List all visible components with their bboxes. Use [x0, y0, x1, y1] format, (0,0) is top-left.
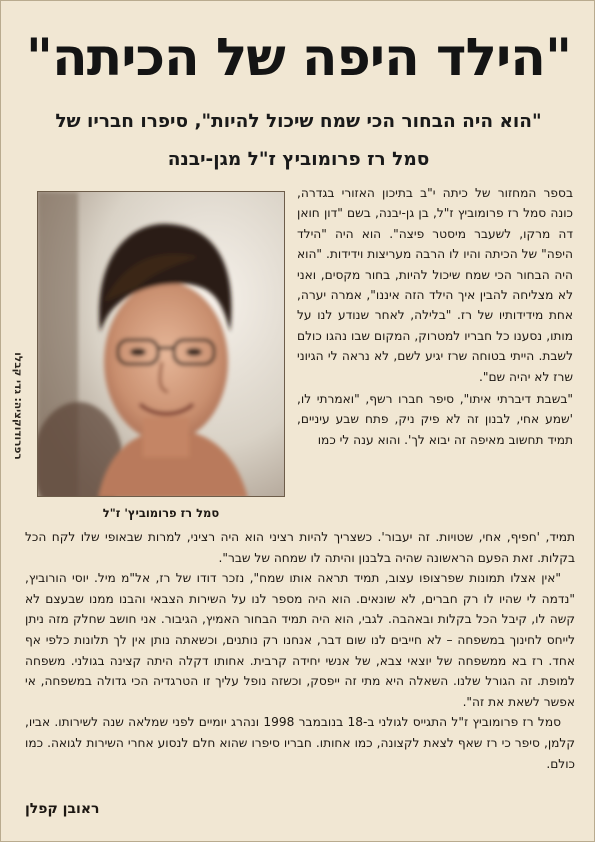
article-headline: "הילד היפה של הכיתה" — [25, 28, 572, 88]
body-paragraph-2-end: תמיד, 'חפיף, אחי, שטויות. זה יעבור'. כשצריך להיות רציני הוא היה רציני, למרות שבאופי שלו לקח הכל בקלות. זאת הפעם הראשונה שהיה בלבנון והיתה לו שמחה של שבר". — [25, 530, 575, 565]
photo-credit — [7, 306, 29, 506]
subheadline-line-2: סמל רז פרומוביץ ז"ל מגן-יבנה — [167, 149, 430, 170]
photo-caption: סמל רז פרומוביץ' ז"ל — [102, 506, 220, 520]
body-paragraph-1: בספר המחזור של כיתה י"ב בתיכון האזורי בגדרה, כונה סמל רז פרומוביץ ז"ל, בן גן-יבנה, בשם "דון חואן דה מרקו, לשעבר מיסטר פיצה". הוא היה "הילד היפה" של הכיתה והיו לו הרבה מעריצות וידידות. "הוא היה הבחור הכי שמח שיכול להיות, בחור מקסים, ואני לא מצליחה להבין איך הילד הזה איננו", אמרה יערה, אחת מידידותיו של רז. "בלילה, לאחר שנודע לנו על מותו, נסענו כל חבריו למטרוק, המקום שבו נהגו כולם לשבת. הייתי בטוחה שרז יגיע לשם, לא נראה לי הגיוני שרז לא יהיה שם". — [297, 186, 573, 384]
portrait-image — [38, 192, 285, 497]
article-subheadline — [31, 103, 566, 179]
author-byline: ראובן קפלן — [25, 801, 100, 817]
body-paragraph-2-start: "בשבת דיברתי איתו", סיפר חברו רשף, "ואמרתי לו, 'שמע אחי, לבנון זה לא פיק ניק, פתח שבע עיניים, תמיד תחשוב מאיפה זה יבוא לך'. והוא ענה לי כמו — [297, 392, 573, 447]
body-paragraph-4: סמל רז פרומוביץ ז"ל התגייס לגולני ב-18 בנובמבר 1998 ונהרג יומיים לפני שמלאה שנה לשירותו. אביו, קלמן, סיפר כי רז שאף לצאת לקצונה, כמו אחותו. חבריו סיפרו שהוא חלם לנסוע אחרי השירות לגואה. כמו כולם. — [25, 715, 575, 771]
body-paragraph-3: "אין אצלו תמונות שפרצופו עצוב, תמיד תראה אותו שמח", נזכר דודו של רז, אל"מ מיל. יוסי הורוביץ, "נדמה לי שהיו לו רק חברים, לא שונאים. הוא היה מספר לנו על השירות הצבאי והבנו ממנו שבעצם לא קשה לו, קיבל הכל בקלות ובאהבה. לגבי, הוא היה תמיד הבחור האמיץ, הגיבור. אני חושב שחלק מזה ניתן לייחס לחינוך במשפחה – לא חייבים לנו שום דבר, אנחנו רק נותנים, וכשאתה נותן אין לך תלונות כלפי אף אחד. רז בא ממשפחה של יוצאי צבא, של אנשי יחידה קרבית. אחותו דקלה היתה קצינה בגולני. משפחה למופת. זה הגורל שלנו. השאלה היא מתי זה ייפסק, וכשזה נופל עליך זו הטרגדיה הכי גדולה במשפחה, אי אפשר לשאת את זה". — [25, 571, 575, 709]
article-column-right — [297, 183, 573, 450]
subheadline-line-1: "הוא היה הבחור הכי שמח שיכול להיות", סיפרו חבריו של — [55, 111, 542, 132]
article-body-full-width — [25, 527, 575, 774]
photo-credit-text: רפרודוקציה: גדי קבלו — [12, 352, 24, 460]
portrait-photo — [37, 191, 285, 497]
